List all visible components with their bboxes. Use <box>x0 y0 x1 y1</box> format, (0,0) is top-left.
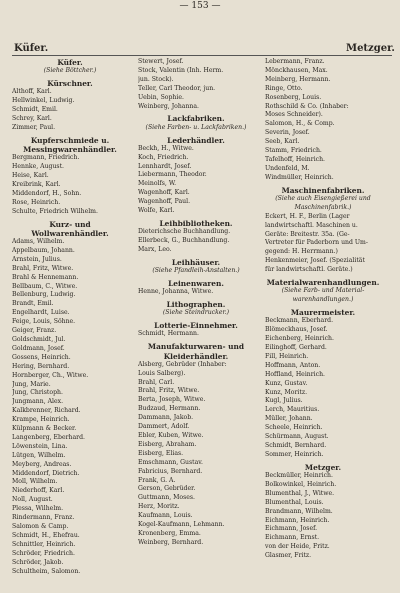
directory-entry: Rothschild & Co. (Inhaber: <box>265 102 349 110</box>
directory-entry: Kogel-Kaufmann, Lehmann. <box>138 521 225 529</box>
directory-entry: Glasmer, Fritz. <box>265 552 312 560</box>
column-left <box>12 58 128 576</box>
section-heading: Leihhäuser. <box>171 257 221 267</box>
directory-entry: Goldschmidt, Jul. <box>12 335 66 343</box>
directory-entry: Eilinghoff, Gerhard. <box>265 343 327 351</box>
directory-entry: Kaufmann, Louis. <box>138 512 193 520</box>
section-heading: Lotterie-Einnehmer. <box>154 321 238 331</box>
directory-entry: Sommer, Heinrich. <box>265 450 324 458</box>
directory-entry: Jung, Marie. <box>12 380 51 388</box>
directory-entry: Zimmer, Paul. <box>12 123 56 131</box>
directory-entry: Heise, Karl. <box>12 172 49 180</box>
running-header-right: Metzger. <box>346 43 395 54</box>
section-heading: Maschinenfabriken. <box>281 185 365 195</box>
directory-entry: Bolkowinkel, Heinrich. <box>265 480 337 488</box>
directory-entry: Brahl, Fritz, Witwe. <box>12 264 74 272</box>
directory-entry: Undenfeld, M. <box>265 164 310 172</box>
directory-entry: Lerch, Mauritius. <box>265 406 320 414</box>
directory-entry: Lennhardt, Josef. <box>138 162 192 170</box>
directory-entry: Ellerbeck, G., Buchhandlung. <box>138 237 230 245</box>
directory-entry: Schmidt, H., Ehefrau. <box>12 531 80 539</box>
directory-entry: Ebler, Kuben, Witwe. <box>138 432 204 440</box>
directory-entry: Stewert, Josef. <box>138 58 184 65</box>
directory-entry: Stock, Valentin (Inh. Herm. <box>138 66 224 74</box>
directory-entry: Hoffmann, Anton. <box>265 361 321 369</box>
section-heading: Kurz- und Wollwarenhändler. <box>31 219 109 238</box>
cross-reference: (Siehe auch Eisengießerei und Maschinenfabrik.) <box>275 194 371 211</box>
cross-reference: (Siehe Steindrucker.) <box>162 309 230 317</box>
directory-entry: Middendorf, H., Sohn. <box>12 189 82 197</box>
directory-entry: Hoffland, Heinrich. <box>265 370 325 378</box>
directory-entry: Meinolfs, W. <box>138 180 177 188</box>
directory-entry: Bellenburg, Ludwig. <box>12 291 76 299</box>
directory-entry: Rosenberg, Louis. <box>265 93 322 101</box>
directory-entry: Schultheim, Salomon. <box>12 567 81 575</box>
directory-entry: Noll, August. <box>12 496 53 504</box>
directory-entry: Severin, Josef. <box>265 129 310 137</box>
section-heading: Leihbibliotheken. <box>159 219 233 228</box>
directory-entry: Dammann, Jakob. <box>138 414 194 422</box>
directory-entry: Weinberg, Johanna. <box>138 102 199 110</box>
directory-entry: Hellwinkel, Ludwig. <box>12 97 75 105</box>
directory-entry: Külpmann & Becker. <box>12 425 77 433</box>
directory-entry: Wagenhoff, Paul. <box>138 198 191 206</box>
directory-entry: von der Heide, Fritz. <box>265 543 330 551</box>
directory-entry: Brahl & Hennemann. <box>12 273 79 281</box>
directory-entry: Brahl, Fritz, Witwe. <box>138 387 200 395</box>
directory-entry: Mönckhausen, Max. <box>265 66 328 74</box>
directory-entry: Krampe, Heinrich. <box>12 416 70 424</box>
directory-entry: Hornberger, Ch., Witwe. <box>12 371 89 379</box>
section-heading: Kürschner. <box>47 79 93 89</box>
directory-entry: Blömeckhaus, Josef. <box>265 326 328 334</box>
directory-entry: Blumenthal, J., Witwe. <box>265 489 335 497</box>
directory-entry: Eichmann, Josef. <box>265 525 318 533</box>
directory-entry: Arnstein, Julius. <box>12 255 62 263</box>
directory-entry: Fabricius, Bernhard. <box>138 467 203 475</box>
directory-entry: Feige, Louis, Söhne. <box>12 318 76 326</box>
section-heading: Metzger. <box>304 462 342 472</box>
directory-entry: Kunz, Moritz. <box>265 388 308 396</box>
directory-entry: Dammert, Adolf. <box>138 423 190 431</box>
directory-entry: Beckh, H., Witwe. <box>138 144 194 152</box>
column-middle <box>138 58 254 548</box>
directory-entry: Beckmüller, Heinrich. <box>265 471 333 479</box>
directory-entry: Wagenhoff, Karl. <box>138 189 190 197</box>
directory-entry: Eichmann, Heinrich. <box>265 516 330 524</box>
directory-entry: Eisberg, Abraham. <box>138 440 197 448</box>
directory-entry: Scheele, Heinrich. <box>265 424 323 432</box>
directory-entry: Dieterichsche Buchhandlung. <box>138 228 231 236</box>
directory-entry: Schmidt, Bernhard. <box>265 441 327 449</box>
directory-entry: Beckmann, Eberhard. <box>265 317 334 325</box>
directory-entry: Herz, Moritz. <box>138 503 180 511</box>
directory-entry: Vertreter für Paderborn und Um- <box>265 239 368 247</box>
directory-entry: Henkenmeier, Josef. (Spezialität <box>265 257 365 265</box>
directory-entry: Langenberg, Eberhard. <box>12 433 85 441</box>
directory-entry: Frank, G. A. <box>138 476 176 484</box>
directory-entry: jun. Stock). <box>138 75 174 83</box>
directory-entry: Brandmann, Wilhelm. <box>265 507 333 515</box>
directory-entry: Kalkbrenner, Richard. <box>12 407 81 415</box>
cross-reference: (Siehe Farben- u. Lackfabriken.) <box>145 123 247 131</box>
directory-entry: Schürmann, August. <box>265 433 329 441</box>
directory-entry: Schröder, Jakob. <box>12 558 64 566</box>
directory-entry: Stamm, Friedrich. <box>265 147 322 155</box>
section-heading: Leinenwaren. <box>168 279 224 289</box>
directory-entry: Adams, Wilhelm. <box>12 238 65 245</box>
directory-entry: Budzaud, Hermann. <box>138 405 201 413</box>
directory-entry: Schulte, Friedrich Wilhelm. <box>12 207 98 215</box>
directory-entry: Geräte: Breitestr. 35a. (Ge- <box>265 230 350 238</box>
directory-entry: Goldmann, Josef. <box>12 344 65 352</box>
directory-entry: Jungmann, Alex. <box>12 398 64 406</box>
directory-entry: Eichenberg, Heinrich. <box>265 335 334 343</box>
directory-entry: Brandt, Emil. <box>12 300 54 308</box>
directory-entry: Plessa, Wilhelm. <box>12 505 64 513</box>
directory-entry: Louis Salberg). <box>138 369 186 377</box>
directory-entry: Schrey, Karl. <box>12 115 52 123</box>
section-heading: Lithographen. <box>166 300 226 310</box>
directory-entry: Blumenthal, Louis. <box>265 498 324 506</box>
directory-entry: Henne, Johanna, Witwe. <box>138 288 214 296</box>
directory-entry: für landwirtschaftl. Geräte.) <box>265 266 353 274</box>
directory-entry: Lebermann, Franz. <box>265 58 325 65</box>
directory-entry: Uebin, Sophie. <box>138 93 184 101</box>
directory-entry: Moll, Wilhelm. <box>12 478 58 486</box>
directory-entry: Rindermann, Franz. <box>12 514 75 522</box>
directory-entry: Moses Schneider). <box>265 111 323 119</box>
directory-entry: Schmidt, Hermann. <box>138 330 199 338</box>
directory-entry: Niederhoff, Karl. <box>12 487 65 495</box>
cross-reference: (Siehe Farb- und Material-warenhandlungen.) <box>281 287 365 304</box>
directory-entry: Emschmann, Gustav. <box>138 458 203 466</box>
directory-entry: Salomon & Camp. <box>12 523 69 530</box>
directory-entry: Weinberg, Bernhard. <box>138 538 204 546</box>
directory-entry: Hering, Bernhard. <box>12 362 70 370</box>
section-heading: Kupferschmiede u. Messingwarenhändler. <box>23 135 117 155</box>
directory-entry: Müller, Johann. <box>265 415 313 423</box>
directory-entry: Gossens, Heinrich. <box>12 353 71 361</box>
directory-entry: Schröder, Friedrich. <box>12 549 75 557</box>
page-number: — 153 — <box>179 1 221 11</box>
directory-entry: Appelbaum, Johann. <box>12 246 75 254</box>
directory-entry: Liebermann, Theodor. <box>138 171 207 179</box>
directory-entry: Kronenberg, Emma. <box>138 529 201 537</box>
directory-entry: Berta, Joseph, Witwe. <box>138 396 206 404</box>
directory-entry: Guttmann, Moses. <box>138 494 195 502</box>
directory-entry: Alsberg, Gebrüder (Inhaber: <box>138 360 227 368</box>
directory-entry: Bergmann, Friedrich. <box>12 154 80 162</box>
directory-entry: Schnittler, Heinrich. <box>12 540 76 548</box>
directory-entry: Fill, Heinrich. <box>265 352 309 360</box>
directory-entry: Koch, Friedrich. <box>138 153 189 161</box>
directory-entry: Kreibrink, Karl. <box>12 180 61 188</box>
section-heading: Maurermeister. <box>290 308 356 318</box>
directory-entry: Ringe, Otto. <box>265 84 303 92</box>
directory-entry: Meyberg, Andreas. <box>12 460 72 468</box>
section-heading: Lederhändler. <box>167 135 225 145</box>
directory-entry: Schmidt, Emil. <box>12 106 58 114</box>
directory-entry: Kunz, Gustav. <box>265 379 308 387</box>
directory-entry: Geiger, Franz. <box>12 327 57 335</box>
directory-entry: Eichmann, Ernst. <box>265 534 320 542</box>
directory-entry: Kugl, Julius. <box>265 397 303 405</box>
directory-entry: Löwenstein, Lina. <box>12 442 68 450</box>
directory-entry: Meinberg, Hermann. <box>265 75 331 83</box>
directory-entry: Bellbaum, C., Witwe. <box>12 282 78 290</box>
cross-reference: (Siehe Böttcher.) <box>43 67 97 75</box>
directory-entry: Brahl, Carl. <box>138 378 175 386</box>
directory-entry: Gerson, Gebrüder. <box>138 485 196 493</box>
directory-entry: Hennke, August. <box>12 163 65 171</box>
directory-entry: Marx, Leo. <box>138 246 172 254</box>
directory-entry: Althoff, Karl. <box>12 88 52 96</box>
directory-entry: Rose, Heinrich. <box>12 198 61 206</box>
section-heading: Manufakturwaren- und Kleiderhändler. <box>147 342 245 361</box>
directory-entry: Engelhardt, Luise. <box>12 309 70 317</box>
directory-entry: Lütgen, Wilhelm. <box>12 451 66 459</box>
directory-entry: Windmüller, Heinrich. <box>265 173 334 181</box>
directory-entry: Teller, Carl Theodor, jun. <box>138 84 216 92</box>
column-right <box>265 58 381 561</box>
directory-entry: Jung, Christoph. <box>12 389 63 397</box>
section-heading: Lackfabriken. <box>167 114 225 124</box>
header-rule <box>12 55 392 56</box>
directory-entry: Eisberg, Elias. <box>138 449 184 457</box>
section-heading: Küfer. <box>57 58 83 67</box>
directory-entry: Salomon, H., & Comp. <box>265 120 335 128</box>
running-header-left: Küfer. <box>14 43 49 54</box>
directory-entry: Tafelhoff, Heinrich. <box>265 155 326 163</box>
directory-entry: gegend: H. Herrmann.) <box>265 248 338 256</box>
cross-reference: (Siehe Pfandleih-Anstalten.) <box>152 267 240 275</box>
section-heading: Materialwarenhandlungen. <box>266 278 380 288</box>
directory-entry: Seeb, Karl. <box>265 138 300 146</box>
directory-entry: Wolfe, Karl. <box>138 207 175 215</box>
directory-entry: landwirtschaftl. Maschinen u. <box>265 221 358 229</box>
directory-entry: Eckert, H. F., Berlin (Lager <box>265 212 350 220</box>
directory-entry: Middendorf, Dietrich. <box>12 469 80 477</box>
